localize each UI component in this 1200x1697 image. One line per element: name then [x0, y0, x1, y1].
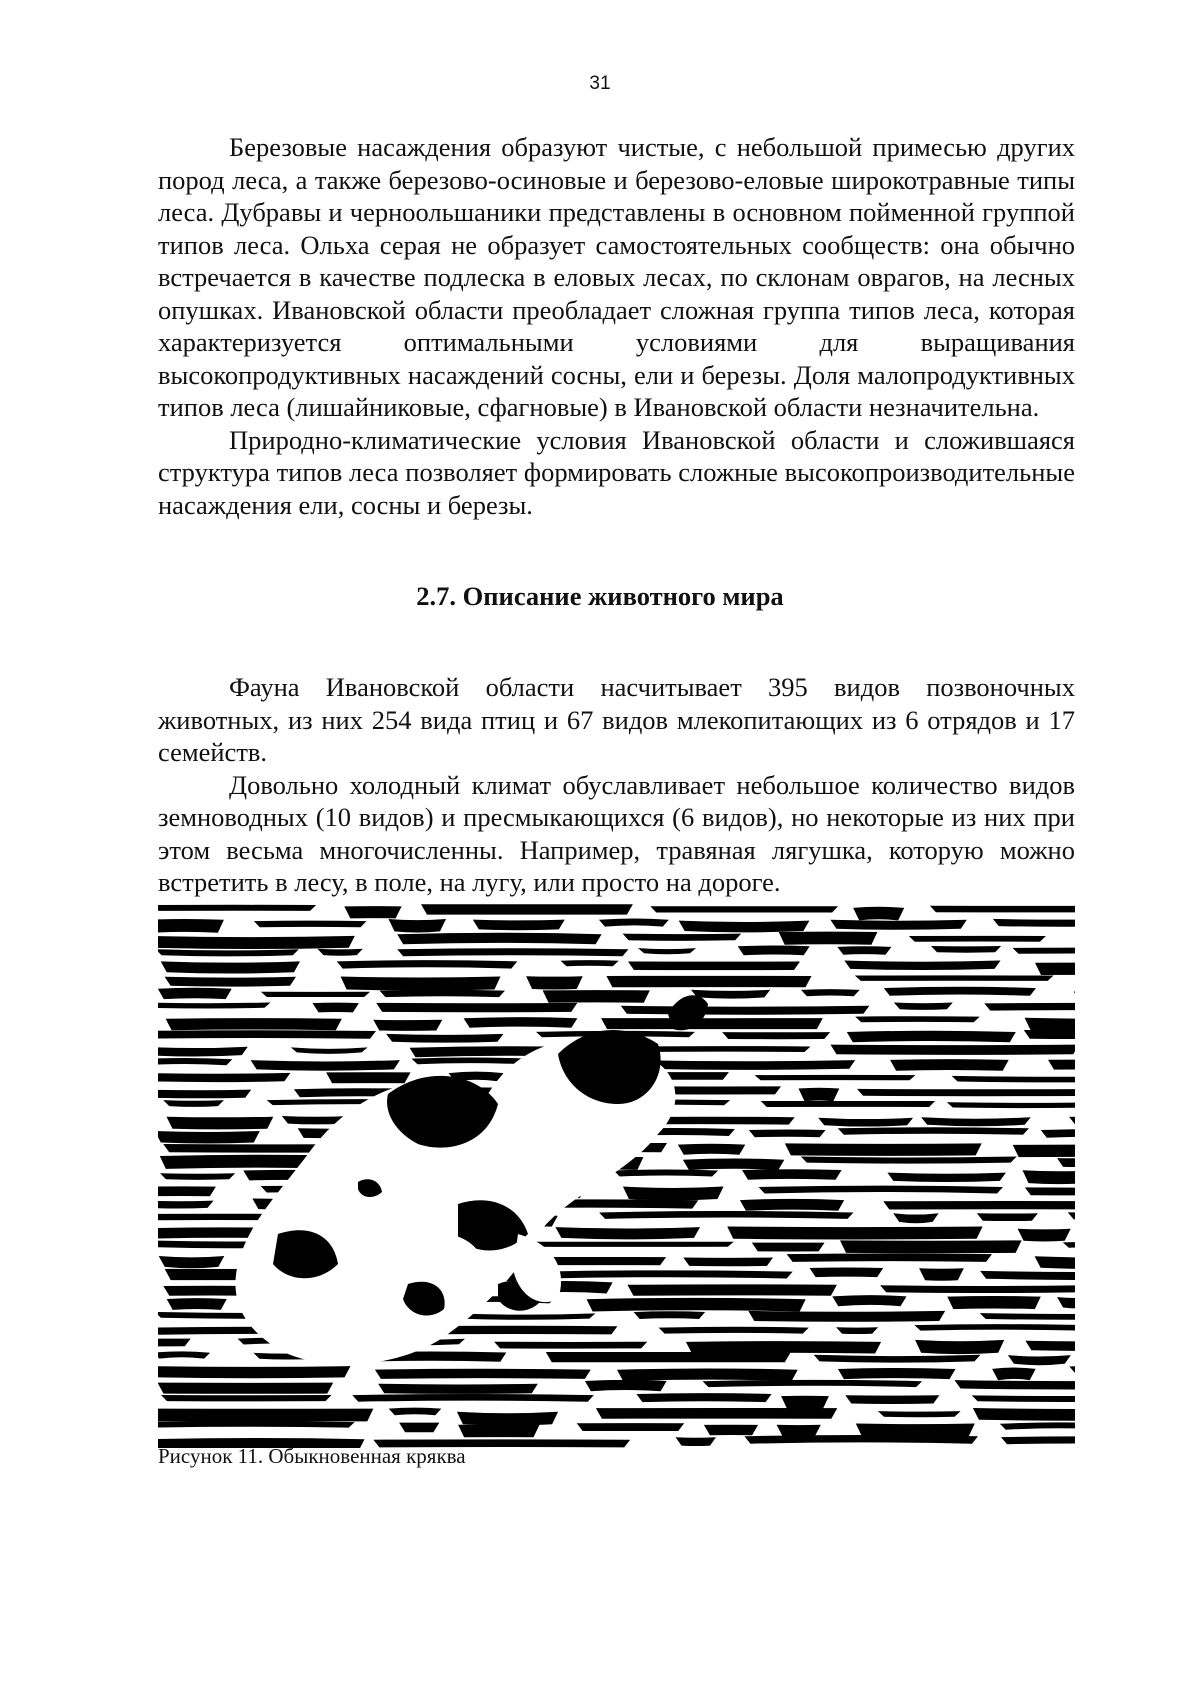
body-text-top	[158, 131, 1075, 521]
paragraph-climate-conditions: Природно-климатические условия Ивановской области и сложившаяся структура типов леса позволяет формировать сложные высокопроизводительные насаждения ели, сосны и березы.	[158, 424, 1075, 520]
body-text-bottom	[158, 671, 1075, 899]
paragraph-forest-types: Березовые насаждения образуют чистые, с небольшой примесью других пород леса, а также березово-осиновые и березово-еловые широкотравные типы леса. Дубравы и черноольшаники представлены в основном пойменной группой типов леса. Ольха серая не образует самостоятельных сообществ: она обычно встречается в качестве подлеска в еловых лесах, по склонам оврагов, на лесных опушках. Ивановской области преобладает сложная группа типов леса, которая характеризуется оптимальными условиями для выращивания высокопродуктивных насаждений сосны, ели и березы. Доля малопродуктивных типов леса (лишайниковые, сфагновые) в Ивановской области незначительна.	[158, 132, 1075, 422]
paragraph-fauna-count: Фауна Ивановской области насчитывает 395 видов позвоночных животных, из них 254 вида птиц и 67 видов млекопитающих из 6 отрядов и 17 семейств.	[158, 672, 1075, 767]
mallard-duck-image	[158, 904, 1075, 1448]
page-number: 31	[589, 73, 611, 94]
mallard-duck-illustration	[158, 904, 1075, 1448]
figure-caption: Рисунок 11. Обыкновенная кряква	[158, 1444, 466, 1468]
paragraph-amphibians: Довольно холодный климат обуславливает небольшое количество видов земноводных (10 видов) и пресмыкающихся (6 видов), но некоторые из них при этом весьма многочисленны. Например, травяная лягушка, которую можно встретить в лесу, в поле, на лугу, или просто на дороге.	[158, 769, 1075, 897]
section-heading: 2.7. Описание животного мира	[416, 581, 784, 611]
